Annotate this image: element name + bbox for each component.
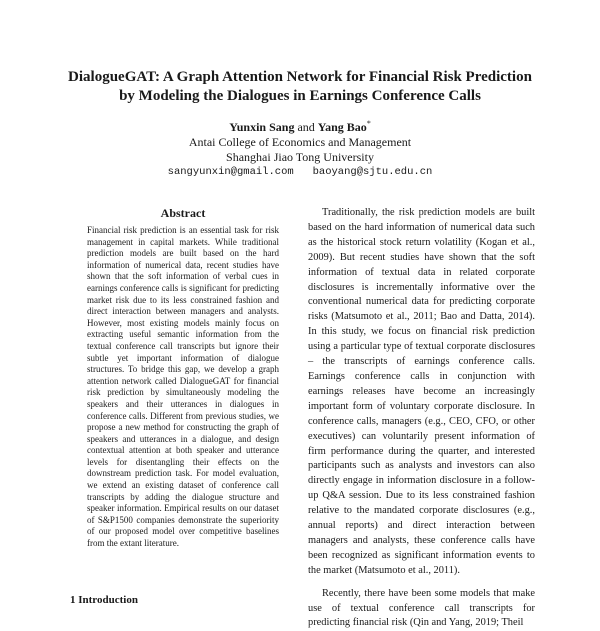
affiliation-line-2: Shanghai Jiao Tong University <box>226 150 374 164</box>
author-1: Yunxin Sang <box>229 120 295 134</box>
intro-paragraph-1: Traditionally, the risk prediction models are built based on the hard information of numerical data such as the historical stock return volatility (Kogan et al., 2009). But recent studies have shown that the soft information of textual data in related corporate disclosures is incrementally informative over the conventional numerical data for predicting corporate risks (Matsumoto et al., 2011; Bao and Datta, 2014). In this study, we focus on financial risk prediction using a particular type of textual corporate disclosures – the transcripts of earnings conference calls. Earnings conference calls in conjunction with earnings releases have become an increasingly important form of voluntary corporate disclosure. In conference calls, managers (e.g., CEO, CFO, or other executives) can voluntarily present information of firm performance during the quarter, and interested participants such as analysts and investors can also directly engage in information disclosure in a follow-up Q&A session. Due to its less constrained fashion relative to the mandated corporate disclosures (e.g., annual reports) and direct interaction between managers and analysts, these conference calls have been recognized as significant information events to the market (Matsumoto et al., 2011). <box>308 207 535 576</box>
right-column <box>308 206 535 631</box>
section-heading-introduction: 1 Introduction <box>70 594 138 606</box>
author-block <box>40 116 560 180</box>
affiliation-line-1: Antai College of Economics and Management <box>188 135 412 149</box>
abstract-heading: Abstract <box>160 206 206 220</box>
author-conjunction: and <box>297 120 315 134</box>
title-line-2: by Modeling the Dialogues in Earnings Conference Calls <box>119 88 481 104</box>
author-2: Yang Bao <box>317 120 367 134</box>
author-names <box>40 116 560 135</box>
corresponding-author-mark: * <box>366 119 371 128</box>
email-2: baoyang@sjtu.edu.cn <box>312 166 433 178</box>
intro-paragraph-2: Recently, there have been some models that make use of textual conference call transcripts for predicting financial risk (Qin and Yang, 2019; Theil <box>308 587 535 629</box>
title-line-1: DialogueGAT: A Graph Attention Network for Financial Risk Prediction <box>68 69 532 85</box>
author-emails <box>40 165 560 180</box>
email-1: sangyunxin@gmail.com <box>167 166 294 178</box>
abstract-body: Financial risk prediction is an essential task for risk management in capital markets. While traditional prediction models are built based on the hard information of numerical data, recent studies have shown that the soft information of verbal cues in earnings conference calls is significant for predicting market risk due to its less constrained fashion and direct interaction between managers and analysts. However, most existing models mainly focus on extracting useful semantic information from the textual conference call transcripts but ignore their subtle yet important information of dialogue structures. To bridge this gap, we develop a graph attention network called DialogueGAT for financial risk prediction by simultaneously modeling the speakers and their utterances in dialogues in conference calls. Different from previous studies, we propose a new method for constructing the graph of speakers and utterances in a dialogue, and design contextual attention at both speaker and utterance levels for disentangling their effects on the downstream prediction task. For model evaluation, we extend an existing dataset of conference call transcripts by adding the dialogue structure and speaker information. Empirical results on our dataset of S&P1500 companies demonstrate the superiority of our proposed model over competitive baselines from the extant literature. <box>87 225 279 549</box>
paper-title <box>40 68 560 106</box>
